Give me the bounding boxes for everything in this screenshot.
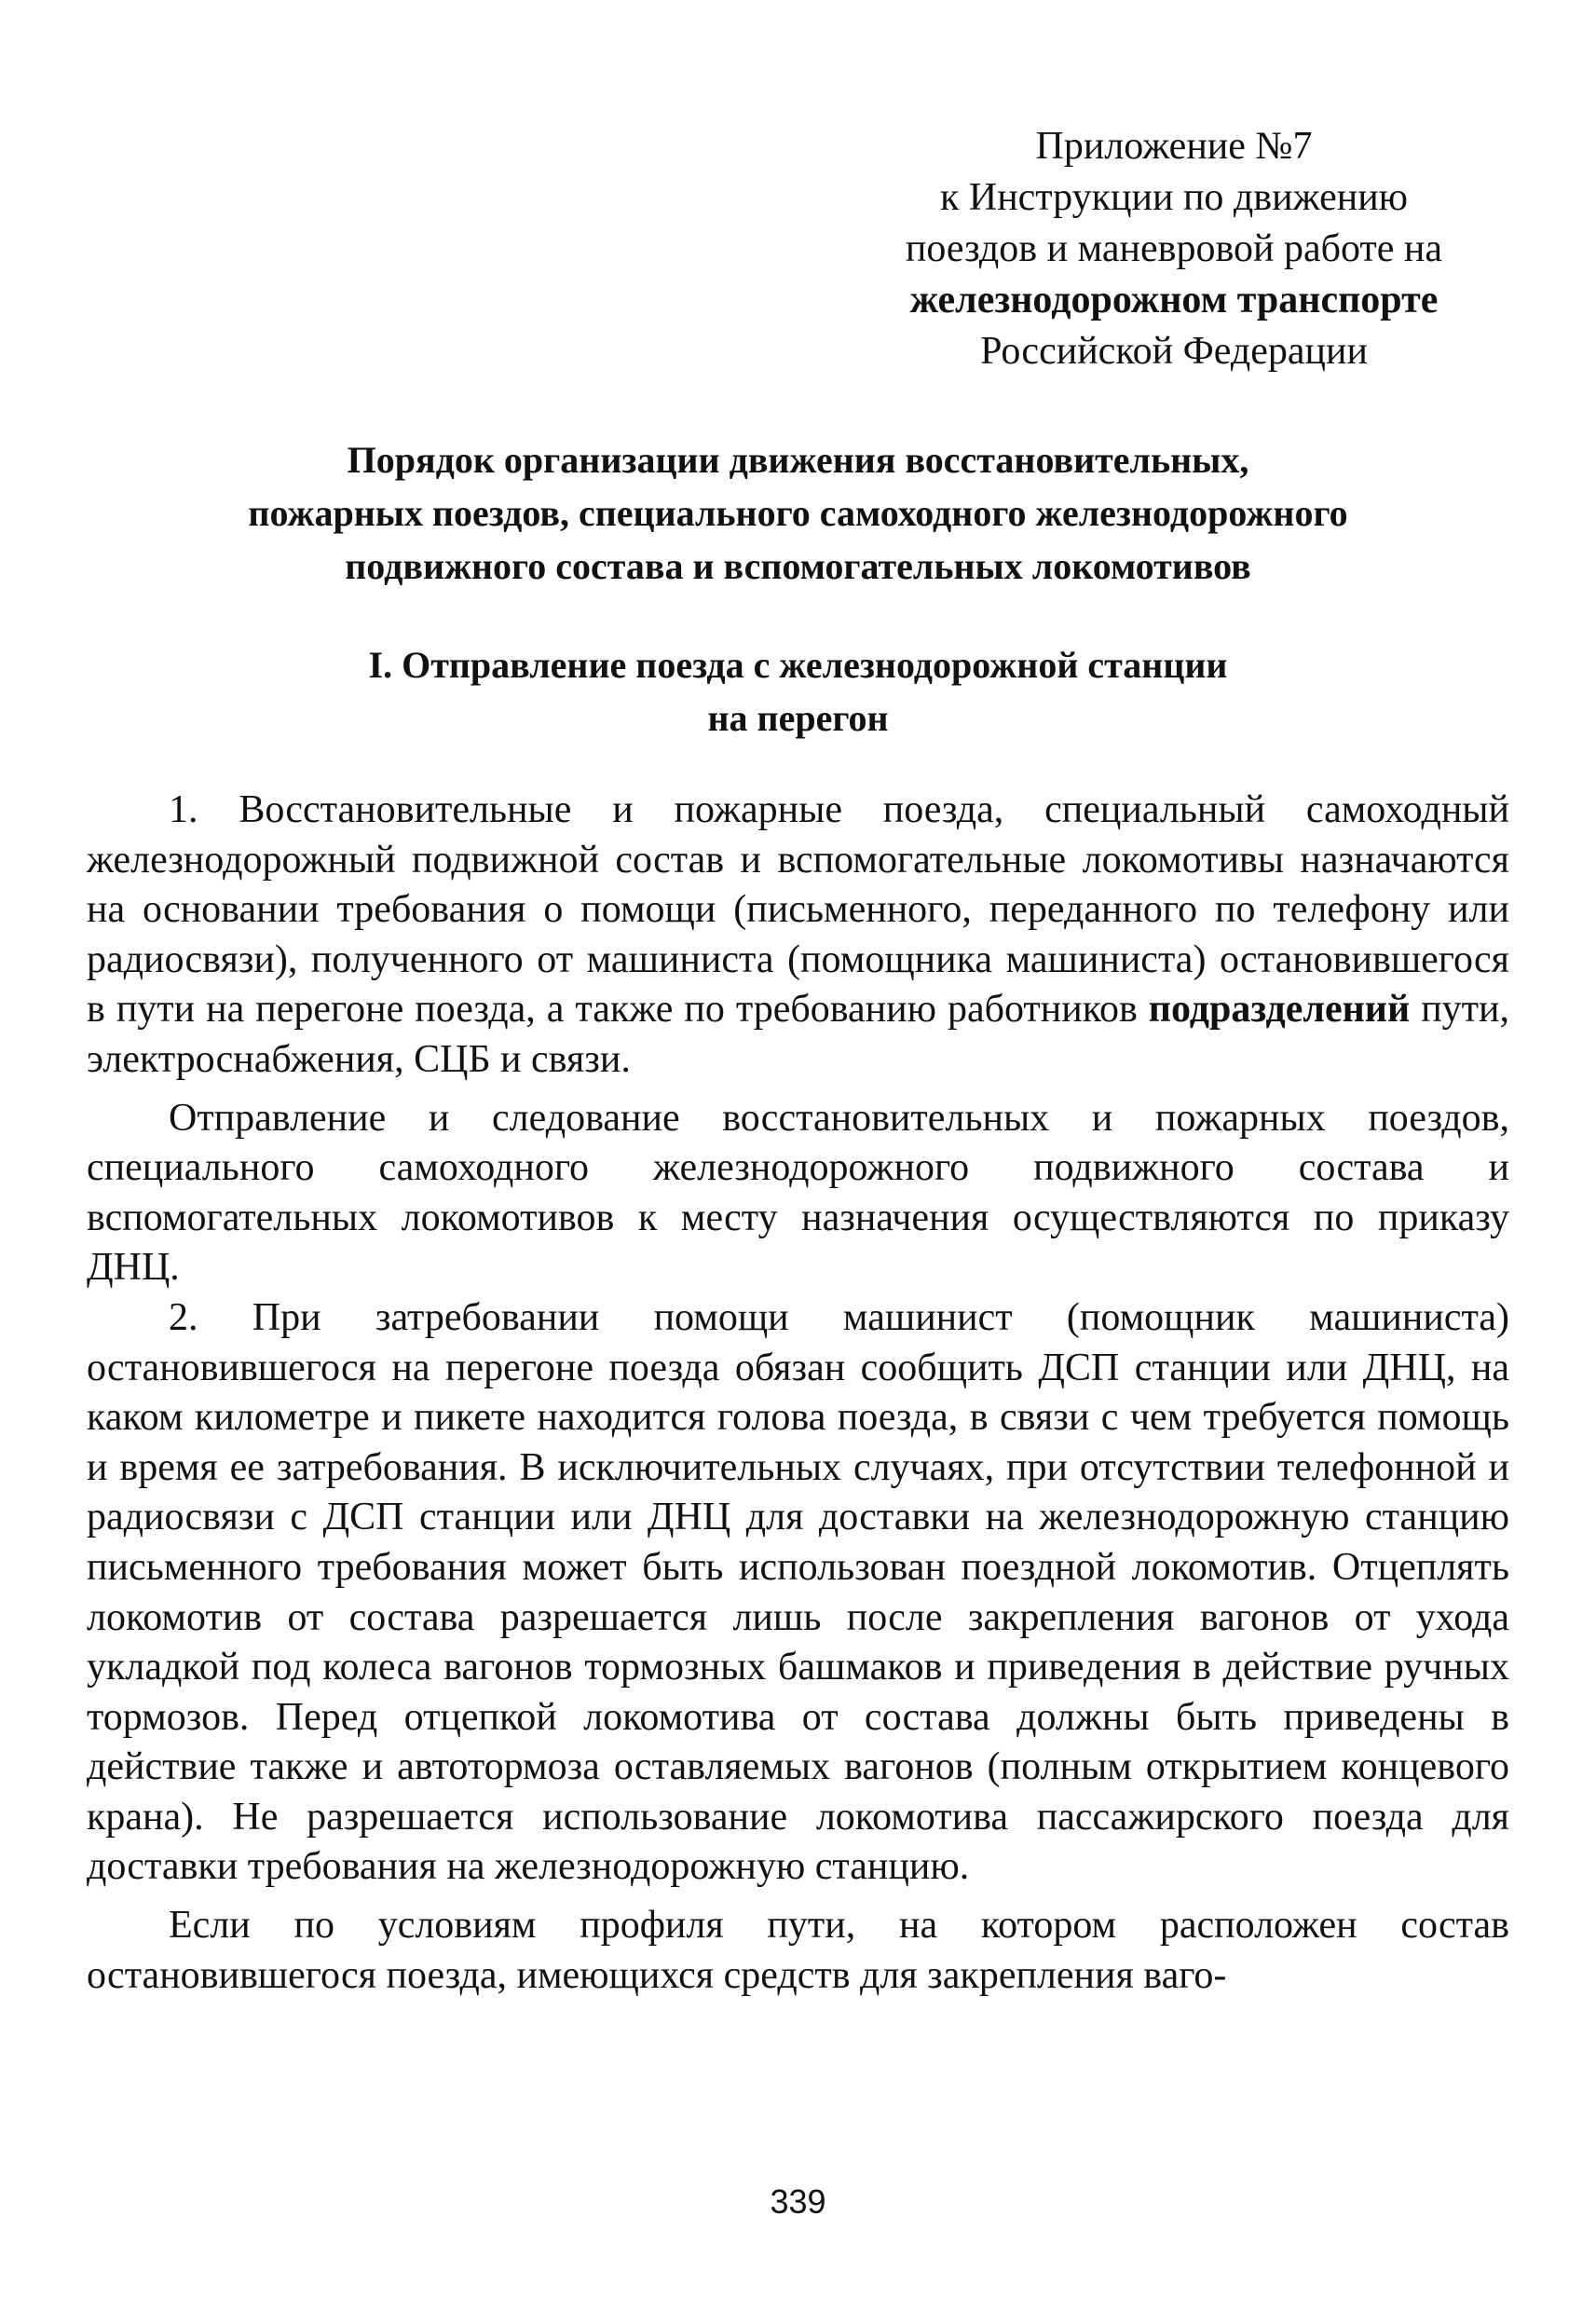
- section-heading: [75, 638, 1521, 745]
- paragraph-4: Если по условиям профиля пути, на котором расположен состав остановившегося поезда, имеющихся средств для закрепления ваго-: [87, 1904, 1509, 1997]
- title-line: подвижного состава и вспомогательных локомотивов: [345, 545, 1251, 587]
- paragraph-1-text-end: пути, электроснабжения, СЦБ и связи.: [87, 988, 1509, 1081]
- paragraph-1: [87, 786, 1509, 1086]
- title-line: пожарных поездов, специального самоходного железнодорожного: [248, 492, 1348, 534]
- appendix-line: поездов и маневровой работе на: [905, 227, 1443, 270]
- paragraph-2: Отправление и следование восстановительных и пожарных поездов, специального самоходного железнодорожного подвижного состава и вспомогательных локомотивов к месту назначения осуществляются по приказу ДНЦ.: [87, 1096, 1509, 1290]
- appendix-line: Российской Федерации: [980, 330, 1368, 373]
- paragraph-3: 2. При затребовании помощи машинист (помощник машиниста) остановившегося на перегоне поезда обязан сообщить ДСП станции или ДНЦ, на каком километре и пикете находится голова поезда, в связи с чем требуется помощь и время ее затребования. В исключительных случаях, при отсутствии телефонной и радиосвязи с ДСП станции или ДНЦ для доставки на железнодорожную станцию письменного требования может быть использован поездной локомотив. Отцеплять локомотив от состава разрешается лишь после закрепления вагонов от ухода укладкой под колеса вагонов тормозных башмаков и приведения в действие ручных тормозов. Перед отцепкой локомотива от состава должны быть приведены в действие также и автотормоза оставляемых вагонов (полным открытием концевого крана). Не разрешается использование локомотива пассажирского поезда для доставки требования на железнодорожную станцию.: [87, 1295, 1509, 1889]
- body-text: [87, 786, 1509, 2009]
- section-heading-line: I. Отправление поезда с железнодорожной станции: [368, 644, 1228, 686]
- paragraph-1-bold: подразделений: [1148, 988, 1411, 1032]
- document-title: [75, 433, 1521, 593]
- page-number: 339: [770, 2182, 826, 2221]
- title-line: Порядок организации движения восстановительных,: [347, 439, 1249, 481]
- section-heading-line: на перегон: [707, 697, 889, 739]
- appendix-line: к Инструкции по движению: [939, 176, 1409, 219]
- appendix-header: [792, 121, 1556, 377]
- appendix-line-bold: железнодорожном транспорте: [909, 279, 1439, 321]
- appendix-number: Приложение №7: [1035, 125, 1313, 168]
- paragraph-1-text: 1. Восстановительные и пожарные поезда, специальный самоходный железнодорожный подвижной состав и вспомогательные локомотивы назначаются на основании требования о помощи (письменного, переданного по телефону или радиосвязи), полученного от машиниста (помощника машиниста) остановившегося в пути на перегоне поезда, а также по требованию работников: [87, 788, 1509, 1032]
